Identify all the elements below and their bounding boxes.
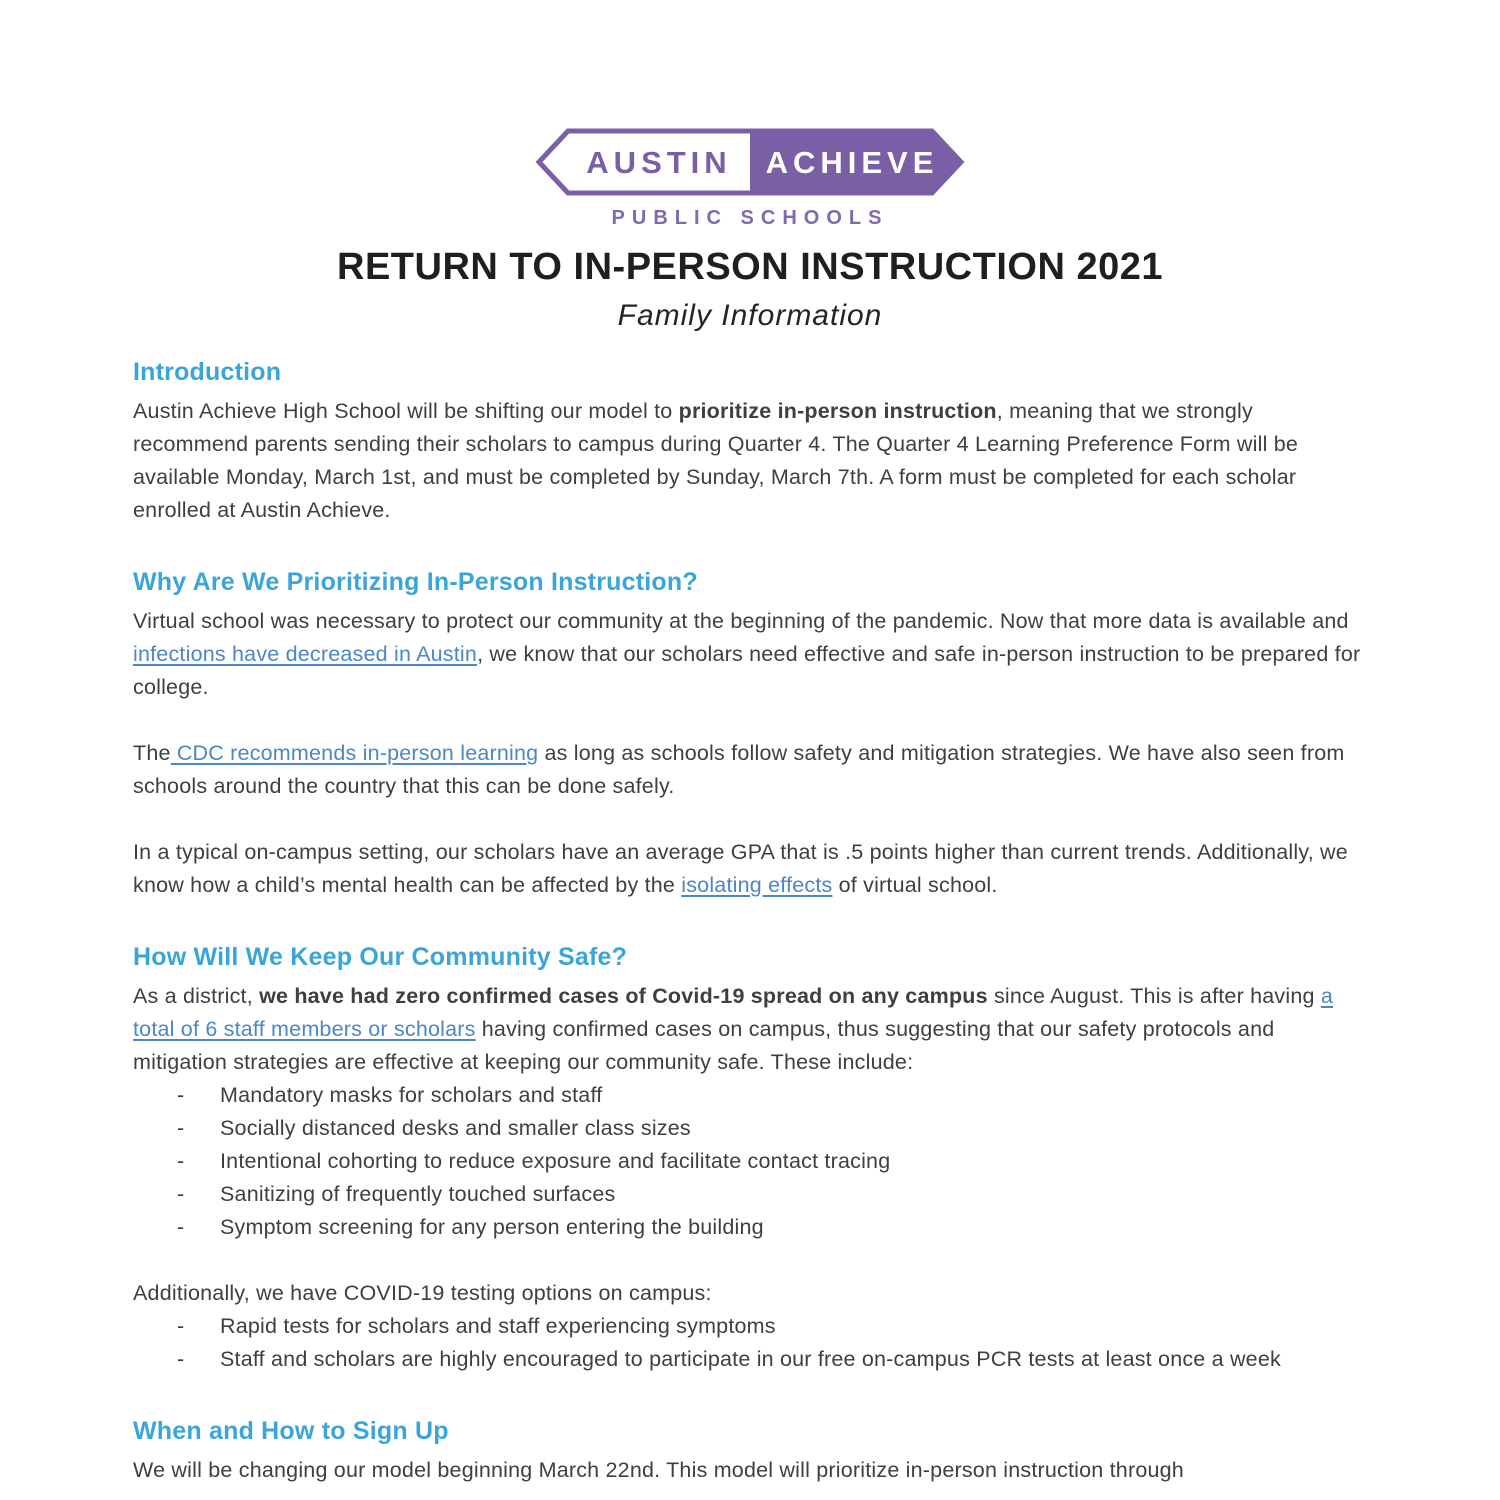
document-subtitle: Family Information <box>617 299 883 332</box>
logo-tagline: PUBLIC SCHOOLS <box>611 207 889 229</box>
austin-achieve-logo <box>535 127 965 197</box>
section-sign-up <box>133 1416 1367 1487</box>
sign-up-paragraph <box>133 1454 1367 1487</box>
document-body <box>133 357 1367 1487</box>
testing-options-list <box>133 1310 1367 1376</box>
safety-measure-item: - Socially distanced desks and smaller class sizes <box>133 1112 1367 1145</box>
text-run: having confirmed cases on campus, thus suggesting that our safety protocols and mitigation strategies are effective at keeping our community safe. These include: <box>133 1017 1275 1074</box>
section-introduction <box>133 357 1367 527</box>
text-link[interactable]: infections have decreased in Austin <box>133 642 478 666</box>
text-run: The <box>133 741 171 765</box>
safety-measures-list <box>133 1079 1367 1244</box>
text-run: Virtual school was necessary to protect our community at the beginning of the pandemic. Now that more data is available and <box>133 609 1349 633</box>
section-why-prioritizing <box>133 567 1367 902</box>
bold-text-run: we have had zero confirmed cases of Covid-19 spread on any campus <box>259 984 988 1008</box>
text-link[interactable]: a total of 6 staff members or scholars <box>133 984 1334 1041</box>
text-run: We will be changing our model beginning March 22nd. This model will prioritize in-person instruction through <box>133 1458 1184 1482</box>
safety-measure-item: - Intentional cohorting to reduce exposure and facilitate contact tracing <box>133 1145 1367 1178</box>
intro-paragraph <box>133 395 1367 527</box>
text-run: as long as schools follow safety and mitigation strategies. We have also seen from schools around the country that this can be done safely. <box>133 741 1345 798</box>
text-link[interactable]: CDC recommends in-person learning <box>170 741 539 765</box>
text-run: since August. This is after having <box>987 984 1321 1008</box>
safety-measure-item: - Symptom screening for any person entering the building <box>133 1211 1367 1244</box>
testing-intro-paragraph <box>133 1277 1367 1310</box>
text-run: Additionally, we have COVID-19 testing options on campus: <box>133 1281 712 1305</box>
section-community-safety <box>133 942 1367 1376</box>
section-heading-sign-up: When and How to Sign Up <box>133 1417 449 1445</box>
safety-measure-item: - Sanitizing of frequently touched surfaces <box>133 1178 1367 1211</box>
text-run: , meaning that we strongly recommend parents sending their scholars to campus during Quarter 4. The Quarter 4 Learning Preference Form will be available Monday, March 1st, and must be completed by Sunday, March 7th. A form must be completed for each scholar enrolled at Austin Achieve. <box>133 399 1299 522</box>
safety-measure-item: - Mandatory masks for scholars and staff <box>133 1079 1367 1112</box>
why-paragraph-3 <box>133 836 1367 902</box>
logo-austin-text: AUSTIN <box>586 145 732 180</box>
testing-option-item: - Staff and scholars are highly encouraged to participate in our free on-campus PCR tests at least once a week <box>133 1343 1367 1376</box>
text-run: , we know that our scholars need effective and safe in-person instruction to be prepared for college. <box>133 642 1361 699</box>
why-paragraph-2 <box>133 737 1367 803</box>
text-run: Austin Achieve High School will be shifting our model to <box>133 399 679 423</box>
why-paragraph-1 <box>133 605 1367 704</box>
text-run: of virtual school. <box>832 873 998 897</box>
document-title: RETURN TO IN-PERSON INSTRUCTION 2021 <box>337 246 1163 288</box>
safety-paragraph <box>133 980 1367 1079</box>
section-heading-why-prioritizing: Why Are We Prioritizing In-Person Instruction? <box>133 568 698 596</box>
text-link[interactable]: isolating effects <box>681 873 833 897</box>
section-heading-community-safety: How Will We Keep Our Community Safe? <box>133 943 628 971</box>
text-run: In a typical on-campus setting, our scholars have an average GPA that is .5 points higher than current trends. Additionally, we know how a child’s mental health can be affected by the <box>133 840 1348 897</box>
logo-achieve-text: ACHIEVE <box>765 145 939 180</box>
section-heading-introduction: Introduction <box>133 358 282 386</box>
bold-text-run: prioritize in-person instruction <box>678 399 997 423</box>
text-run: As a district, <box>133 984 260 1008</box>
document-header <box>0 0 1500 333</box>
testing-option-item: - Rapid tests for scholars and staff experiencing symptoms <box>133 1310 1367 1343</box>
